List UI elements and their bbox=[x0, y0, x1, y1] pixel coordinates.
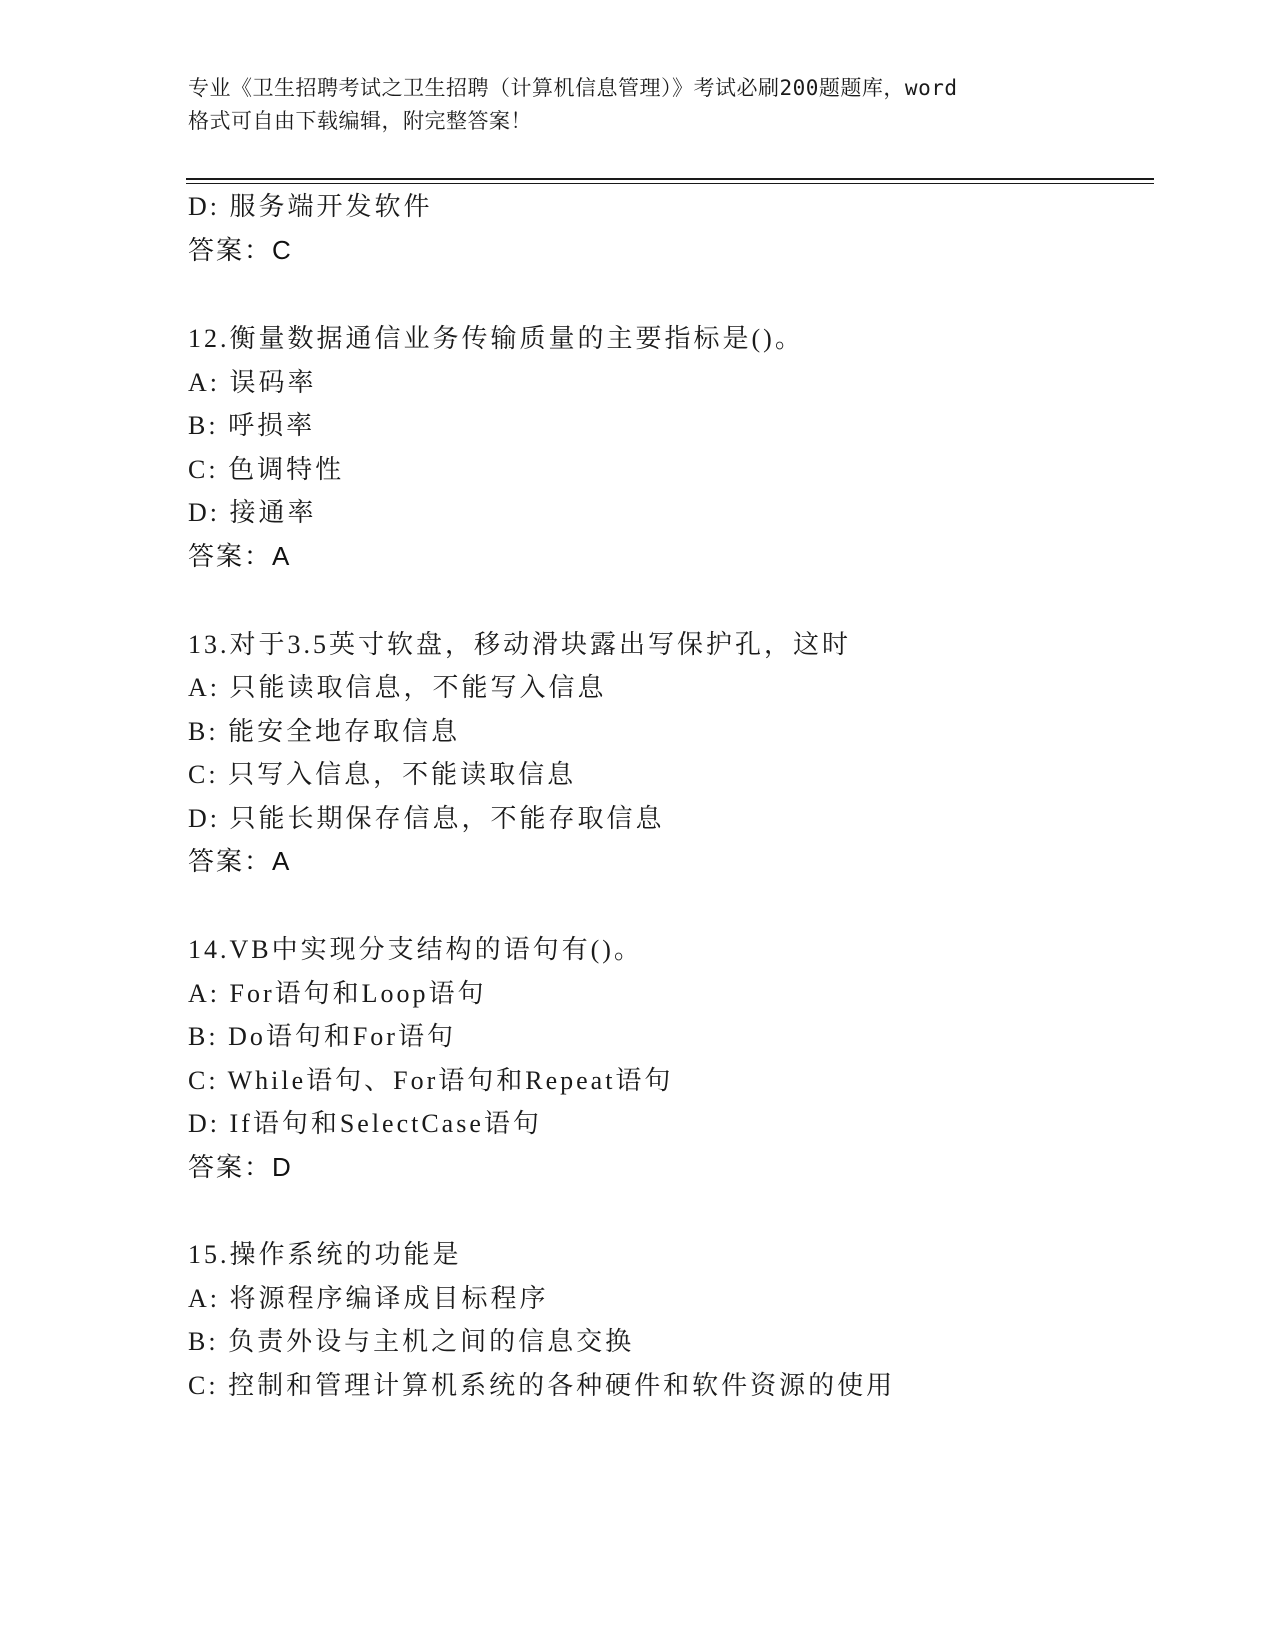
option-a: A: 误码率 bbox=[188, 368, 317, 397]
question-stem: 15.操作系统的功能是 bbox=[188, 1240, 462, 1269]
answer-line: 答案：A bbox=[188, 846, 292, 876]
header-line-1: 专业《卫生招聘考试之卫生招聘（计算机信息管理）》考试必刷200题题库，word bbox=[188, 76, 958, 100]
question-stem: 12.衡量数据通信业务传输质量的主要指标是()。 bbox=[188, 324, 804, 353]
option-b: B: 能安全地存取信息 bbox=[188, 717, 461, 746]
option-b: B: Do语句和For语句 bbox=[188, 1022, 456, 1051]
header-divider-thin bbox=[186, 183, 1154, 184]
option-c: C: 控制和管理计算机系统的各种硬件和软件资源的使用 bbox=[188, 1371, 896, 1400]
option-d: D: If语句和SelectCase语句 bbox=[188, 1109, 542, 1138]
question-stem: 13.对于3.5英寸软盘，移动滑块露出写保护孔，这时 bbox=[188, 630, 852, 659]
header-divider-thick bbox=[186, 178, 1154, 180]
option-a: A: For语句和Loop语句 bbox=[188, 979, 487, 1008]
answer-line: 答案：D bbox=[188, 1152, 293, 1182]
option-a: A: 将源程序编译成目标程序 bbox=[188, 1284, 549, 1313]
header-line-2: 格式可自由下载编辑，附完整答案！ bbox=[188, 109, 532, 133]
document-header bbox=[188, 72, 1088, 138]
option-c: C: While语句、For语句和Repeat语句 bbox=[188, 1066, 674, 1095]
option-b: B: 负责外设与主机之间的信息交换 bbox=[188, 1327, 635, 1356]
option-c: C: 色调特性 bbox=[188, 455, 345, 484]
option-d: D: 服务端开发软件 bbox=[188, 192, 433, 221]
question-stem: 14.VB中实现分支结构的语句有()。 bbox=[188, 935, 643, 964]
answer-line: 答案：C bbox=[188, 235, 293, 265]
answer-line: 答案：A bbox=[188, 541, 292, 571]
option-d: D: 接通率 bbox=[188, 498, 317, 527]
option-a: A: 只能读取信息，不能写入信息 bbox=[188, 673, 607, 702]
option-d: D: 只能长期保存信息，不能存取信息 bbox=[188, 804, 665, 833]
option-b: B: 呼损率 bbox=[188, 411, 316, 440]
option-c: C: 只写入信息，不能读取信息 bbox=[188, 760, 577, 789]
